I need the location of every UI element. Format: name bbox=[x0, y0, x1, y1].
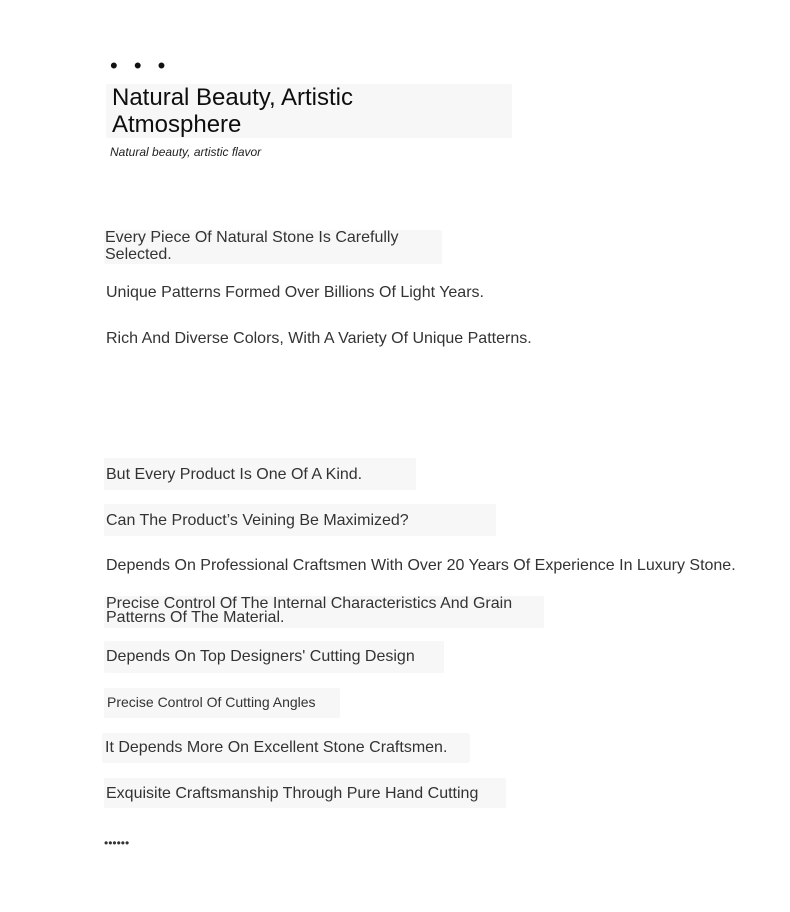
text-line-6: Depends On Professional Craftsmen With Over 20 Years Of Experience In Luxury Stone. bbox=[106, 557, 736, 574]
page-title: Natural Beauty, Artistic Atmosphere bbox=[112, 84, 353, 138]
text-line-1: Every Piece Of Natural Stone Is Carefully Selected. bbox=[105, 229, 399, 263]
text-line-8: Depends On Top Designers' Cutting Design bbox=[106, 648, 415, 665]
text-line-4: But Every Product Is One Of A Kind. bbox=[106, 466, 363, 483]
text-line-2: Unique Patterns Formed Over Billions Of Light Years. bbox=[106, 284, 484, 301]
top-dots-decoration: • • • bbox=[110, 53, 171, 78]
text-line-10: It Depends More On Excellent Stone Craftsmen. bbox=[105, 739, 448, 756]
text-line-7: Precise Control Of The Internal Characteristics And Grain Patterns Of The Material. bbox=[106, 595, 513, 626]
text-line-5: Can The Product’s Veining Be Maximized? bbox=[106, 512, 409, 529]
text-line-3: Rich And Diverse Colors, With A Variety Of Unique Patterns. bbox=[106, 330, 532, 347]
text-line-11: Exquisite Craftsmanship Through Pure Hand Cutting bbox=[106, 785, 479, 802]
bottom-dots-decoration: •••••• bbox=[104, 836, 130, 850]
text-line-9: Precise Control Of Cutting Angles bbox=[107, 694, 316, 710]
page-subtitle: Natural beauty, artistic flavor bbox=[110, 145, 262, 159]
